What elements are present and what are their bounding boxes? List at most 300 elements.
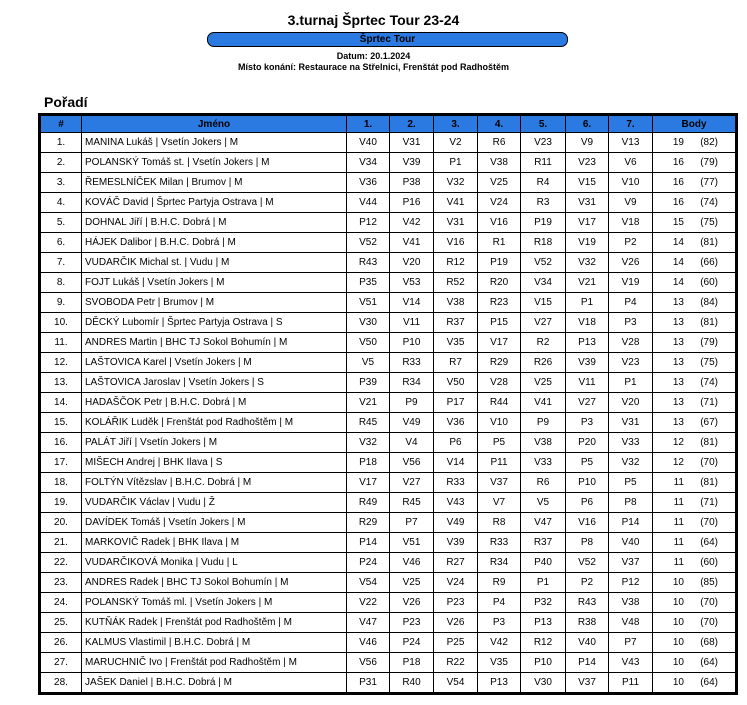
buchholz-value: (64) [700, 657, 718, 668]
round-result-cell: P14 [566, 653, 609, 673]
player-name-cell: DAVÍDEK Tomáš | Vsetín Jokers | M [82, 513, 347, 533]
round-result-cell: P3 [609, 313, 653, 333]
round-result-cell: V46 [347, 633, 390, 653]
points-cell [653, 333, 736, 353]
round-result-cell: P13 [566, 333, 609, 353]
round-result-cell: R20 [478, 273, 521, 293]
round-result-cell: V43 [609, 653, 653, 673]
round-result-cell: P1 [521, 573, 566, 593]
buchholz-value: (77) [700, 177, 718, 188]
round-result-cell: P1 [566, 293, 609, 313]
table-row [41, 313, 736, 333]
player-name-cell: PALÁT Jiří | Vsetín Jokers | M [82, 433, 347, 453]
buchholz-value: (70) [700, 457, 718, 468]
round-result-cell: V20 [390, 253, 434, 273]
buchholz-value: (81) [700, 317, 718, 328]
round-result-cell: P38 [390, 173, 434, 193]
round-result-cell: P24 [390, 633, 434, 653]
points-cell [653, 613, 736, 633]
round-result-cell: V42 [390, 213, 434, 233]
buchholz-value: (75) [700, 217, 718, 228]
round-result-cell: P2 [566, 573, 609, 593]
points-value: 15 [672, 217, 684, 228]
rank-cell: 22. [41, 553, 82, 573]
points-cell [653, 513, 736, 533]
points-cell [653, 373, 736, 393]
rank-cell: 1. [41, 133, 82, 153]
table-row [41, 153, 736, 173]
round-result-cell: V28 [478, 373, 521, 393]
col-header-name: Jméno [82, 116, 347, 133]
points-value: 16 [672, 197, 684, 208]
round-result-cell: P6 [434, 433, 478, 453]
player-name-cell: MARKOVIČ Radek | BHK Ilava | M [82, 533, 347, 553]
points-cell [653, 673, 736, 693]
points-cell [653, 633, 736, 653]
col-header-points: Body [653, 116, 736, 133]
tour-badge: Šprtec Tour [207, 32, 568, 47]
round-result-cell: V52 [521, 253, 566, 273]
points-cell [653, 393, 736, 413]
round-result-cell: V23 [566, 153, 609, 173]
player-name-cell: ANDRES Radek | BHC TJ Sokol Bohumín | M [82, 573, 347, 593]
round-result-cell: V48 [609, 613, 653, 633]
rank-cell: 28. [41, 673, 82, 693]
round-result-cell: V22 [347, 593, 390, 613]
player-name-cell: MARUCHNIČ Ivo | Frenštát pod Radhoštěm | M [82, 653, 347, 673]
round-result-cell: R12 [521, 633, 566, 653]
round-result-cell: V37 [609, 553, 653, 573]
points-value: 14 [672, 277, 684, 288]
round-result-cell: P19 [521, 213, 566, 233]
round-result-cell: P12 [347, 213, 390, 233]
round-result-cell: V26 [390, 593, 434, 613]
rank-cell: 9. [41, 293, 82, 313]
round-result-cell: P5 [566, 453, 609, 473]
points-cell [653, 313, 736, 333]
player-name-cell: DĚCKÝ Lubomír | Šprtec Partyja Ostrava | S [82, 313, 347, 333]
points-value: 13 [672, 377, 684, 388]
buchholz-value: (71) [700, 397, 718, 408]
round-result-cell: V42 [478, 633, 521, 653]
table-row [41, 333, 736, 353]
buchholz-value: (81) [700, 437, 718, 448]
round-result-cell: V27 [566, 393, 609, 413]
round-result-cell: V16 [478, 213, 521, 233]
round-result-cell: R45 [390, 493, 434, 513]
rank-cell: 17. [41, 453, 82, 473]
round-result-cell: V49 [434, 513, 478, 533]
round-result-cell: R8 [478, 513, 521, 533]
round-result-cell: V25 [478, 173, 521, 193]
points-cell [653, 153, 736, 173]
round-result-cell: V7 [478, 493, 521, 513]
round-result-cell: V27 [390, 473, 434, 493]
buchholz-value: (82) [700, 137, 718, 148]
table-row [41, 273, 736, 293]
round-result-cell: V37 [478, 473, 521, 493]
player-name-cell: MANINA Lukáš | Vsetín Jokers | M [82, 133, 347, 153]
table-row [41, 393, 736, 413]
player-name-cell: FOLTÝN Vítězslav | B.H.C. Dobrá | M [82, 473, 347, 493]
round-result-cell: V19 [609, 273, 653, 293]
round-result-cell: R1 [478, 233, 521, 253]
round-result-cell: V40 [609, 533, 653, 553]
points-cell [653, 273, 736, 293]
round-result-cell: V23 [609, 353, 653, 373]
table-row [41, 453, 736, 473]
player-name-cell: HADAŠČOK Petr | B.H.C. Dobrá | M [82, 393, 347, 413]
round-result-cell: R34 [478, 553, 521, 573]
round-result-cell: V52 [566, 553, 609, 573]
round-result-cell: P4 [478, 593, 521, 613]
points-cell [653, 653, 736, 673]
points-value: 12 [672, 457, 684, 468]
table-row [41, 553, 736, 573]
round-result-cell: P7 [609, 633, 653, 653]
round-result-cell: V47 [521, 513, 566, 533]
col-header-round-1: 1. [347, 116, 390, 133]
round-result-cell: V18 [566, 313, 609, 333]
round-result-cell: V26 [609, 253, 653, 273]
round-result-cell: V10 [609, 173, 653, 193]
points-cell [653, 553, 736, 573]
col-header-rank: # [41, 116, 82, 133]
round-result-cell: V32 [566, 253, 609, 273]
round-result-cell: V47 [347, 613, 390, 633]
round-result-cell: R40 [390, 673, 434, 693]
points-value: 11 [673, 517, 684, 528]
round-result-cell: R4 [521, 173, 566, 193]
table-row [41, 573, 736, 593]
round-result-cell: P18 [390, 653, 434, 673]
round-result-cell: R29 [347, 513, 390, 533]
round-result-cell: V34 [347, 153, 390, 173]
round-result-cell: P3 [566, 413, 609, 433]
player-name-cell: ŘEMESLNÍČEK Milan | Brumov | M [82, 173, 347, 193]
standings-table [40, 115, 736, 693]
round-result-cell: P8 [566, 533, 609, 553]
rank-cell: 24. [41, 593, 82, 613]
section-title: Pořadí [44, 94, 88, 110]
round-result-cell: P18 [347, 453, 390, 473]
round-result-cell: V9 [566, 133, 609, 153]
round-result-cell: V41 [390, 233, 434, 253]
round-result-cell: R9 [478, 573, 521, 593]
player-name-cell: KALMUS Vlastimil | B.H.C. Dobrá | M [82, 633, 347, 653]
table-row [41, 533, 736, 553]
rank-cell: 14. [41, 393, 82, 413]
points-value: 12 [672, 437, 684, 448]
buchholz-value: (74) [700, 197, 718, 208]
round-result-cell: V36 [347, 173, 390, 193]
round-result-cell: R26 [521, 353, 566, 373]
points-cell [653, 533, 736, 553]
round-result-cell: V56 [347, 653, 390, 673]
points-cell [653, 133, 736, 153]
table-row [41, 373, 736, 393]
table-row [41, 493, 736, 513]
round-result-cell: R11 [521, 153, 566, 173]
rank-cell: 13. [41, 373, 82, 393]
table-row [41, 673, 736, 693]
round-result-cell: V40 [347, 133, 390, 153]
table-row [41, 433, 736, 453]
player-name-cell: JAŠEK Daniel | B.H.C. Dobrá | M [82, 673, 347, 693]
rank-cell: 27. [41, 653, 82, 673]
player-name-cell: VUDARČIKOVÁ Monika | Vudu | L [82, 553, 347, 573]
round-result-cell: P25 [434, 633, 478, 653]
round-result-cell: V14 [390, 293, 434, 313]
event-date: Datum: 20.1.2024 [336, 51, 411, 61]
rank-cell: 16. [41, 433, 82, 453]
buchholz-value: (67) [700, 417, 718, 428]
player-name-cell: VUDARČIK Michal st. | Vudu | M [82, 253, 347, 273]
points-value: 19 [672, 137, 684, 148]
round-result-cell: V27 [521, 313, 566, 333]
table-row [41, 293, 736, 313]
round-result-cell: R44 [478, 393, 521, 413]
round-result-cell: R45 [347, 413, 390, 433]
buchholz-value: (74) [700, 377, 718, 388]
round-result-cell: R34 [390, 373, 434, 393]
player-name-cell: SVOBODA Petr | Brumov | M [82, 293, 347, 313]
round-result-cell: V38 [434, 293, 478, 313]
table-row [41, 193, 736, 213]
rank-cell: 26. [41, 633, 82, 653]
table-row [41, 353, 736, 373]
table-row [41, 633, 736, 653]
rank-cell: 18. [41, 473, 82, 493]
points-cell [653, 253, 736, 273]
table-row [41, 253, 736, 273]
round-result-cell: V56 [390, 453, 434, 473]
player-name-cell: DOHNAL Jiří | B.H.C. Dobrá | M [82, 213, 347, 233]
round-result-cell: P24 [347, 553, 390, 573]
round-result-cell: V34 [521, 273, 566, 293]
round-result-cell: V26 [434, 613, 478, 633]
points-cell [653, 493, 736, 513]
buchholz-value: (79) [700, 337, 718, 348]
player-name-cell: FOJT Lukáš | Vsetín Jokers | M [82, 273, 347, 293]
round-result-cell: R2 [521, 333, 566, 353]
rank-cell: 20. [41, 513, 82, 533]
buchholz-value: (64) [700, 677, 718, 688]
round-result-cell: R33 [434, 473, 478, 493]
round-result-cell: P17 [434, 393, 478, 413]
table-row [41, 233, 736, 253]
buchholz-value: (84) [700, 297, 718, 308]
round-result-cell: P10 [390, 333, 434, 353]
round-result-cell: P2 [609, 233, 653, 253]
buchholz-value: (68) [700, 637, 718, 648]
round-result-cell: V54 [347, 573, 390, 593]
rank-cell: 19. [41, 493, 82, 513]
round-result-cell: V31 [609, 413, 653, 433]
rank-cell: 8. [41, 273, 82, 293]
buchholz-value: (60) [700, 557, 718, 568]
table-row [41, 613, 736, 633]
round-result-cell: V24 [434, 573, 478, 593]
round-result-cell: R43 [347, 253, 390, 273]
points-cell [653, 213, 736, 233]
round-result-cell: R12 [434, 253, 478, 273]
round-result-cell: V31 [434, 213, 478, 233]
points-value: 10 [672, 637, 684, 648]
round-result-cell: R33 [478, 533, 521, 553]
round-result-cell: P10 [521, 653, 566, 673]
round-result-cell: P5 [609, 473, 653, 493]
points-value: 11 [673, 497, 684, 508]
table-header-row [41, 116, 736, 133]
round-result-cell: V30 [521, 673, 566, 693]
round-result-cell: V38 [609, 593, 653, 613]
player-name-cell: KOLÁŘIK Luděk | Frenštát pod Radhoštěm | M [82, 413, 347, 433]
round-result-cell: V54 [434, 673, 478, 693]
round-result-cell: P12 [609, 573, 653, 593]
round-result-cell: P9 [390, 393, 434, 413]
round-result-cell: V28 [609, 333, 653, 353]
round-result-cell: P1 [434, 153, 478, 173]
round-result-cell: P31 [347, 673, 390, 693]
points-value: 11 [673, 537, 684, 548]
points-cell [653, 573, 736, 593]
round-result-cell: P13 [521, 613, 566, 633]
round-result-cell: V15 [566, 173, 609, 193]
round-result-cell: P35 [347, 273, 390, 293]
rank-cell: 10. [41, 313, 82, 333]
round-result-cell: V30 [347, 313, 390, 333]
col-header-round-7: 7. [609, 116, 653, 133]
points-value: 10 [672, 617, 684, 628]
points-cell [653, 593, 736, 613]
round-result-cell: R6 [521, 473, 566, 493]
buchholz-value: (64) [700, 537, 718, 548]
col-header-round-6: 6. [566, 116, 609, 133]
player-name-cell: ANDRES Martin | BHC TJ Sokol Bohumín | M [82, 333, 347, 353]
round-result-cell: R49 [347, 493, 390, 513]
points-value: 13 [672, 417, 684, 428]
points-value: 11 [673, 557, 684, 568]
round-result-cell: V15 [521, 293, 566, 313]
player-name-cell: LAŠTOVICA Jaroslav | Vsetín Jokers | S [82, 373, 347, 393]
round-result-cell: V2 [434, 133, 478, 153]
table-row [41, 213, 736, 233]
round-result-cell: V11 [566, 373, 609, 393]
round-result-cell: V17 [347, 473, 390, 493]
round-result-cell: P32 [521, 593, 566, 613]
round-result-cell: V39 [566, 353, 609, 373]
rank-cell: 15. [41, 413, 82, 433]
round-result-cell: V33 [521, 453, 566, 473]
points-value: 13 [672, 317, 684, 328]
table-row [41, 593, 736, 613]
round-result-cell: V50 [434, 373, 478, 393]
round-result-cell: V11 [390, 313, 434, 333]
round-result-cell: V44 [347, 193, 390, 213]
round-result-cell: V53 [390, 273, 434, 293]
round-result-cell: V18 [609, 213, 653, 233]
round-result-cell: V5 [347, 353, 390, 373]
points-value: 10 [672, 657, 684, 668]
buchholz-value: (70) [700, 597, 718, 608]
player-name-cell: KOVÁČ David | Šprtec Partyja Ostrava | M [82, 193, 347, 213]
round-result-cell: R6 [478, 133, 521, 153]
round-result-cell: V32 [434, 173, 478, 193]
player-name-cell: HÁJEK Dalibor | B.H.C. Dobrá | M [82, 233, 347, 253]
player-name-cell: POLANSKÝ Tomáš ml. | Vsetín Jokers | M [82, 593, 347, 613]
round-result-cell: R52 [434, 273, 478, 293]
rank-cell: 25. [41, 613, 82, 633]
round-result-cell: V31 [390, 133, 434, 153]
points-cell [653, 233, 736, 253]
round-result-cell: V10 [478, 413, 521, 433]
buchholz-value: (79) [700, 157, 718, 168]
rank-cell: 5. [41, 213, 82, 233]
round-result-cell: V51 [347, 293, 390, 313]
round-result-cell: V25 [390, 573, 434, 593]
col-header-round-5: 5. [521, 116, 566, 133]
round-result-cell: V20 [609, 393, 653, 413]
points-value: 10 [672, 597, 684, 608]
round-result-cell: R37 [521, 533, 566, 553]
round-result-cell: V17 [478, 333, 521, 353]
points-cell [653, 433, 736, 453]
round-result-cell: P4 [609, 293, 653, 313]
col-header-round-3: 3. [434, 116, 478, 133]
player-name-cell: POLANSKÝ Tomáš st. | Vsetín Jokers | M [82, 153, 347, 173]
round-result-cell: P9 [521, 413, 566, 433]
round-result-cell: P14 [347, 533, 390, 553]
rank-cell: 2. [41, 153, 82, 173]
round-result-cell: V41 [521, 393, 566, 413]
round-result-cell: V24 [478, 193, 521, 213]
round-result-cell: P7 [390, 513, 434, 533]
points-cell [653, 353, 736, 373]
round-result-cell: R37 [434, 313, 478, 333]
round-result-cell: V35 [434, 333, 478, 353]
round-result-cell: P40 [521, 553, 566, 573]
col-header-round-2: 2. [390, 116, 434, 133]
round-result-cell: P5 [478, 433, 521, 453]
points-value: 10 [672, 677, 684, 688]
rank-cell: 23. [41, 573, 82, 593]
points-value: 13 [672, 337, 684, 348]
round-result-cell: V6 [609, 153, 653, 173]
round-result-cell: P11 [609, 673, 653, 693]
round-result-cell: V38 [521, 433, 566, 453]
points-cell [653, 173, 736, 193]
points-value: 14 [672, 257, 684, 268]
buchholz-value: (71) [700, 497, 718, 508]
round-result-cell: V32 [347, 433, 390, 453]
round-result-cell: R38 [566, 613, 609, 633]
buchholz-value: (70) [700, 517, 718, 528]
round-result-cell: V4 [390, 433, 434, 453]
round-result-cell: V14 [434, 453, 478, 473]
player-name-cell: MIŠECH Andrej | BHK Ilava | S [82, 453, 347, 473]
round-result-cell: V33 [609, 433, 653, 453]
round-result-cell: V46 [390, 553, 434, 573]
round-result-cell: P16 [390, 193, 434, 213]
round-result-cell: P14 [609, 513, 653, 533]
round-result-cell: V39 [390, 153, 434, 173]
round-result-cell: R43 [566, 593, 609, 613]
round-result-cell: V16 [566, 513, 609, 533]
points-cell [653, 413, 736, 433]
table-row [41, 653, 736, 673]
event-venue: Místo konání: Restaurace na Střelnici, Frenštát pod Radhoštěm [237, 62, 510, 72]
